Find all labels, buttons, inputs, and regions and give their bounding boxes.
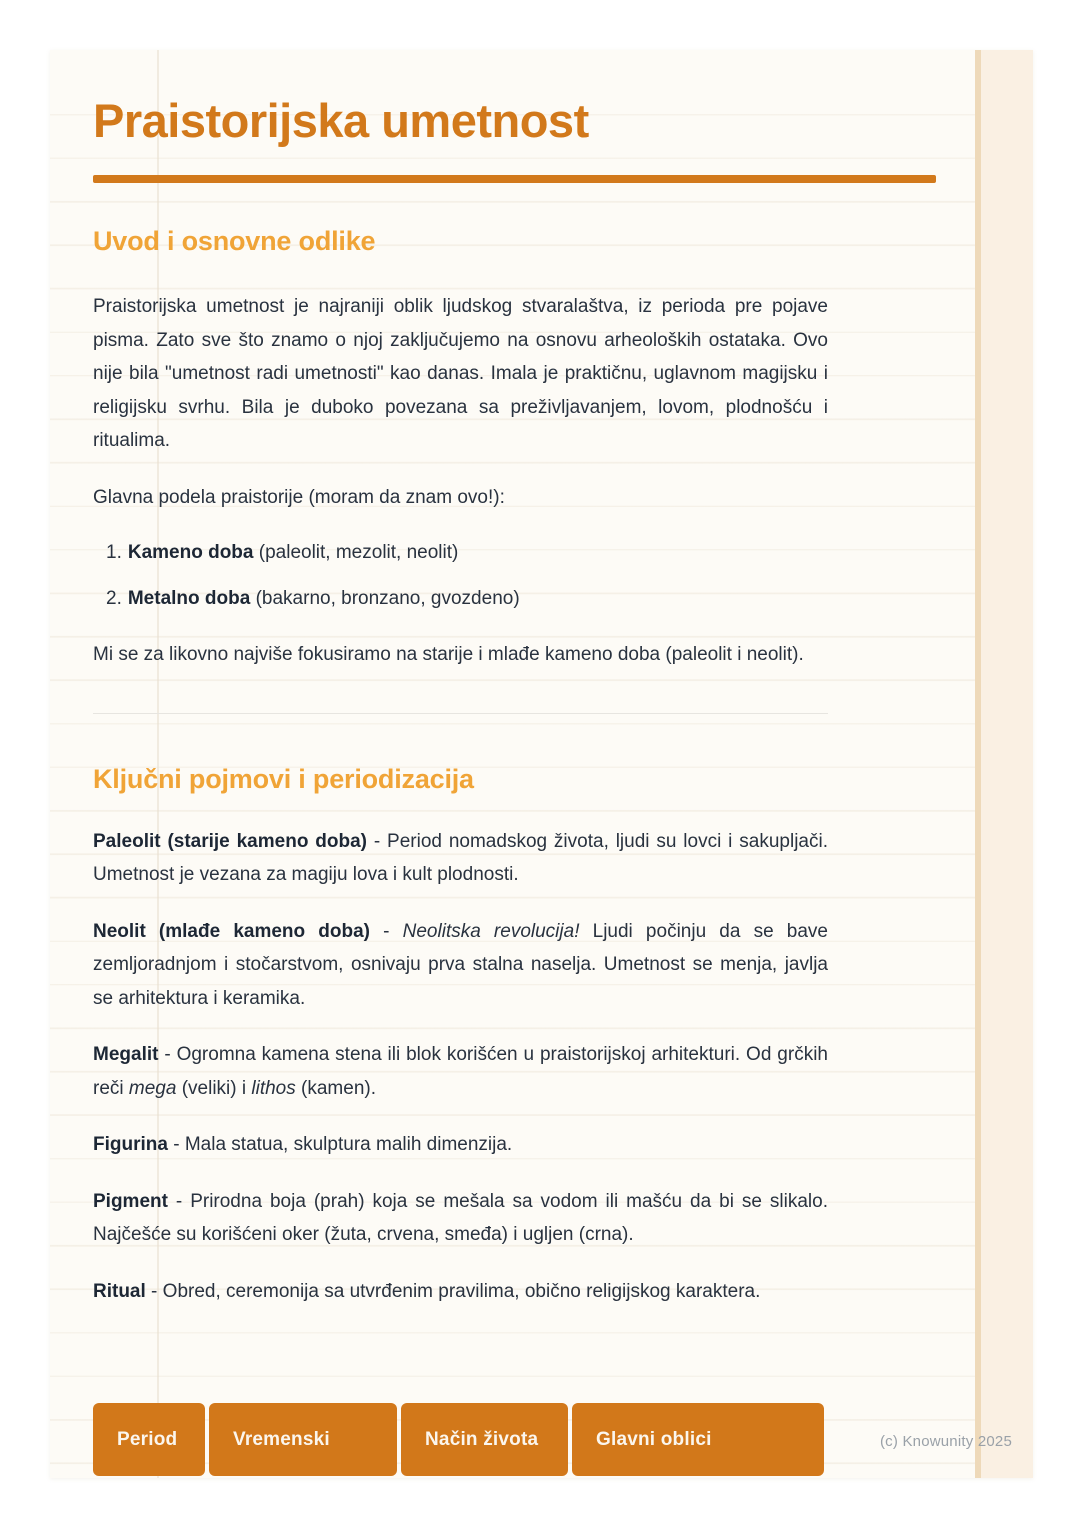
- definition-paragraph-pigment: Pigment - Prirodna boja (prah) koja se mešala sa vodom ili mašću da bi se slikalo. Najčešće su korišćeni oker (žuta, crvena, smeđa) i ugljen (crna).: [93, 1190, 828, 1246]
- table-header-cell-vremenski: Vremenski: [209, 1403, 397, 1476]
- list-item-number: 1.: [106, 542, 122, 564]
- section-heading-intro: Uvod i osnovne odlike: [93, 225, 376, 256]
- list-item-term: Kameno doba: [127, 542, 254, 564]
- intro-closing: Mi se za likovno najviše fokusiramo na starije i mlađe kameno doba (paleolit i neolit).: [93, 644, 804, 666]
- section-divider: [93, 713, 828, 714]
- section-heading-key-terms: Ključni pojmovi i periodizacija: [93, 763, 474, 794]
- table-header-cell-glavni-oblici: Glavni oblici: [572, 1403, 824, 1476]
- list-item-detail: (bakarno, bronzano, gvozdeno): [250, 588, 520, 610]
- table-header-cell-nacin-zivota: Način života: [401, 1403, 568, 1476]
- list-item: [106, 583, 1033, 614]
- title-underline-rule: [93, 175, 936, 183]
- intro-paragraph: Praistorijska umetnost je najraniji oblik ljudskog stvaralaštva, iz perioda pre pojave pisma. Zato sve što znamo o njoj zaključujemo na osnovu arheoloških ostataka. Ovo nije bila "umetnost radi umetnosti" kao danas. Imala je praktičnu, uglavnom magijsku i religijsku svrhu. Bila je duboko povezana sa preživljavanjem, lovom, plodnošću i ritualima.: [93, 296, 828, 452]
- watermark: (c) Knowunity 2025: [879, 1433, 1012, 1450]
- definition-paragraph-figurina: Figurina - Mala statua, skulptura malih dimenzija.: [93, 1134, 513, 1156]
- list-item: [106, 537, 1033, 568]
- list-item-detail: (paleolit, mezolit, neolit): [253, 542, 459, 564]
- definition-paragraph-ritual: Ritual - Obred, ceremonija sa utvrđenim pravilima, obično religijskog karaktera.: [93, 1280, 761, 1302]
- definition-paragraph-neolit: Neolit (mlađe kameno doba) - Neolitska revolucija! Ljudi počinju da se bave zemljoradnjom i stočarstvom, osnivaju prva stalna naselja. Umetnost se menja, javlja se arhitektura i keramika.: [93, 920, 829, 1009]
- period-division-list: [93, 537, 1033, 614]
- definition-paragraph-megalit: Megalit - Ogromna kamena stena ili blok korišćen u praistorijskoj arhitekturi. Od grčkih reči mega (veliki) i lithos (kamen).: [93, 1044, 828, 1099]
- list-item-term: Metalno doba: [127, 588, 251, 610]
- page-title: Praistorijska umetnost: [93, 94, 589, 147]
- page-content: [50, 50, 1033, 1308]
- document-page: [50, 50, 1033, 1478]
- definition-paragraph-paleolit: Paleolit (starije kameno doba) - Period nomadskog života, ljudi su lovci i sakupljači. Umetnost je vezana za magiju lova i kult plodnosti.: [93, 830, 828, 886]
- intro-lead: Glavna podela praistorije (moram da znam ovo!):: [93, 486, 505, 508]
- list-item-number: 2.: [106, 588, 122, 610]
- period-table-header-row: [93, 1403, 824, 1476]
- table-header-cell-period: Period: [93, 1403, 205, 1476]
